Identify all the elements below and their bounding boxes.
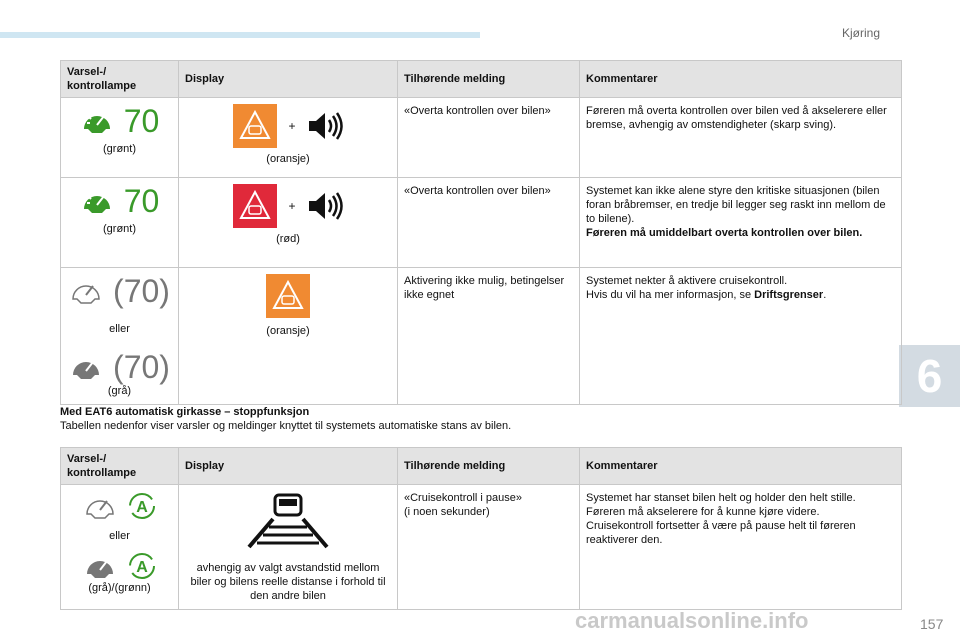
speedometer-grey-icon [69,353,103,381]
lamp-caption: (grønt) [103,223,136,235]
lamp-cell [61,485,179,610]
comment-text: Hvis du vil ha mer informasjon, se [586,289,752,301]
comment-cell [580,178,902,268]
auto-a-green-icon [127,551,157,581]
section-title: Med EAT6 automatisk girkasse – stoppfunksjon [60,406,310,418]
col-header-display: Display [179,448,398,485]
comment-text: Systemet nekter å aktivere cruisekontroll. [586,275,788,287]
col-header-comment: Kommentarer [580,448,902,485]
message-cell: «Overta kontrollen over bilen» [398,98,580,178]
plus-sign: + [288,199,296,213]
speedometer-green-icon [80,107,114,135]
display-caption: (oransje) [266,153,310,165]
message-cell: «Overta kontrollen over bilen» [398,178,580,268]
cross-reference: Driftsgrenser [754,289,824,301]
watermark: carmanualsonline.info [575,608,809,633]
audio-alert-icon [307,111,343,141]
auto-a-green-icon [127,491,157,521]
lamp-caption: (grønt) [103,143,136,155]
col-header-lamp: Varsel-/ kontrollampe [61,448,179,485]
comment-text: Cruisekontroll fortsetter å være på pause helt til føreren reaktiverer den. [586,520,856,546]
comment-text: Systemet kan ikke alene styre den kritiske situasjonen (bilen foran bråbremser, en tredje bil legger seg raskt inn mellom de to bilene). [586,185,886,225]
collision-warning-orange-icon [233,104,277,148]
speed-value: (70) [113,349,170,385]
display-caption: (oransje) [266,325,310,337]
display-caption: avhengig av valgt avstandstid mellom biler og bilens reelle distanse i forhold til den andre bilen [190,562,386,602]
lamp-caption: (grå)/(grønn) [88,582,151,594]
svg-text:A: A [135,499,148,516]
section-note [60,405,890,433]
speedometer-outline-icon [83,492,117,520]
col-header-message: Tilhørende melding [398,61,580,98]
comment-text: Systemet har stanset bilen helt og holder den helt stille. [586,492,856,504]
chapter-tab: 6 [899,345,960,407]
table-row [61,178,902,268]
message-cell: Aktivering ikke mulig, betingelser ikke egnet [398,268,580,405]
collision-warning-red-icon [233,184,277,228]
speed-value: 70 [123,103,160,139]
display-caption: (rød) [276,233,300,245]
plus-sign: + [288,119,296,133]
collision-warning-orange-icon [266,274,310,318]
audio-alert-icon [307,191,343,221]
display-cell [179,178,398,268]
chapter-title: Kjøring [842,26,881,40]
or-text: eller [109,530,130,542]
col-header-message: Tilhørende melding [398,448,580,485]
page-number: 157 [920,616,944,632]
svg-text:A: A [135,559,148,576]
col-header-comment: Kommentarer [580,61,902,98]
display-cell [179,268,398,405]
table-row [61,485,902,610]
speed-value: 70 [123,183,160,219]
warning-table [60,60,902,405]
or-text: eller [109,323,130,335]
message-cell [398,485,580,610]
table-row [61,98,902,178]
message-duration: (i noen sekunder) [404,506,490,518]
lamp-cell [61,178,179,268]
top-accent-bar [0,32,480,38]
stop-function-table [60,447,902,610]
comment-cell [580,485,902,610]
comment-bold-text: Føreren må umiddelbart overta kontrollen over bilen. [586,227,863,239]
section-text: Tabellen nedenfor viser varsler og meldinger knyttet til systemets automatiske stans av bilen. [60,420,512,432]
speed-value: (70) [113,273,170,309]
comment-cell: Føreren må overta kontrollen over bilen ved å akselerere eller bremse, avhengig av omstendigheter (skarp sving). [580,98,902,178]
speedometer-grey-icon [83,552,117,580]
table-row [61,268,902,405]
lamp-cell [61,268,179,405]
car-distance-road-icon [243,491,333,551]
display-cell [179,485,398,610]
message-text: «Cruisekontroll i pause» [404,492,523,504]
display-cell [179,98,398,178]
col-header-display: Display [179,61,398,98]
speedometer-green-icon [80,187,114,215]
col-header-lamp: Varsel-/ kontrollampe [61,61,179,98]
comment-text: Føreren må akselerere for å kunne kjøre videre. [586,506,820,518]
lamp-cell [61,98,179,178]
speedometer-outline-icon [69,277,103,305]
lamp-caption: (grå) [107,385,132,397]
comment-cell: Systemet nekter å aktivere cruisekontroll. Hvis du vil ha mer informasjon, se Driftsgrenser. [580,268,902,405]
